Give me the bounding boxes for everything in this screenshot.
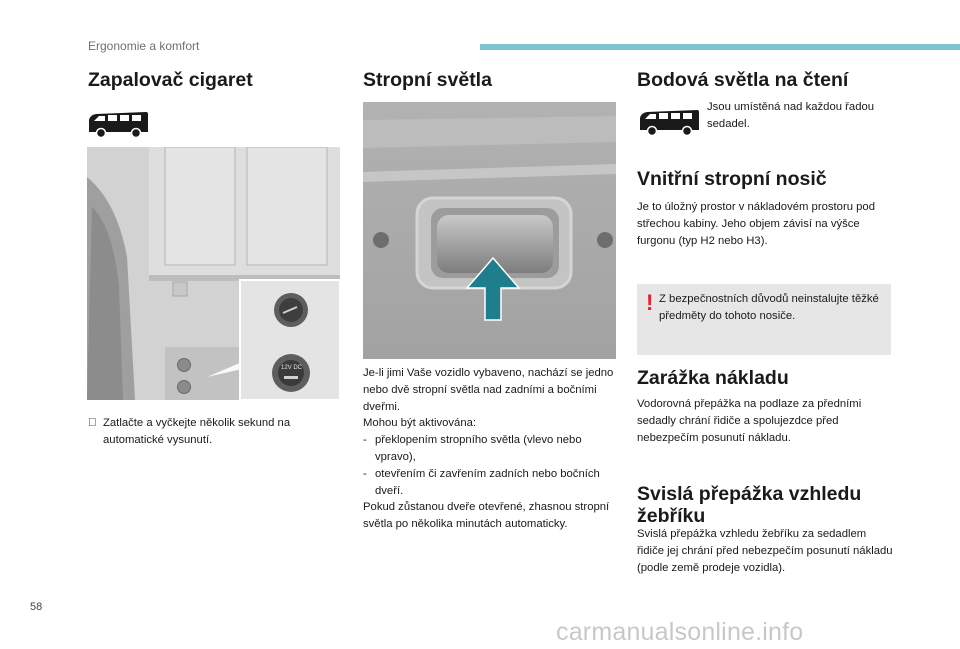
lighter-instruction-text: Zatlačte a vyčkejte několik sekund na automatické vysunutí. bbox=[103, 417, 291, 446]
ceiling-lights-intro: Je-li jimi Vaše vozidlo vybaveno, nachází se jedno nebo dvě stropní světla nad zadními a bočními dveřmi. bbox=[363, 367, 614, 413]
load-stop-text: Vodorovná přepážka na podlaze za předními sedadly chrání řidiče a spolujezdce před nebezpečím posunutí nákladu. bbox=[637, 398, 862, 444]
lighter-instruction bbox=[88, 415, 328, 449]
warning-text: Z bezpečnostních důvodů neinstalujte těžké předměty do tohoto nosiče. bbox=[659, 293, 879, 322]
ceiling-lights-text bbox=[363, 365, 616, 533]
ladder-partition-text: Svislá přepážka vzhledu žebříku za sedadlem řidiče jej chrání před nebezpečím posunutí nákladu (podle země prodeje vozidla). bbox=[637, 528, 893, 574]
watermark: carmanualsonline.info bbox=[556, 618, 804, 646]
roof-rack-text: Je to úložný prostor v nákladovém prostoru pod střechou kabiny. Jeho objem závisí na výšce furgonu (typ H2 nebo H3). bbox=[637, 201, 875, 247]
list-item: - otevřením či zavřením zadních nebo bočních dveří. bbox=[363, 467, 600, 497]
header-accent-bar bbox=[480, 44, 960, 50]
socket-label: 12V DC bbox=[281, 365, 303, 371]
roof-rack-title: Vnitřní stropní nosič bbox=[637, 168, 827, 190]
load-stop-title: Zarážka nákladu bbox=[637, 367, 789, 389]
van-icon bbox=[86, 108, 150, 140]
instruction-arrow-icon bbox=[88, 415, 103, 449]
cigarette-lighter-title: Zapalovač cigaret bbox=[88, 69, 253, 91]
warning-box bbox=[637, 284, 891, 355]
ceiling-lights-title: Stropní světla bbox=[363, 69, 492, 91]
van-icon bbox=[637, 106, 701, 138]
reading-lights-title: Bodová světla na čtení bbox=[637, 69, 849, 91]
ladder-partition-title: Svislá přepážka vzhledu žebříku bbox=[637, 483, 862, 527]
reading-lights-text: Jsou umístěná nad každou řadou sedadel. bbox=[707, 101, 875, 130]
ceiling-lights-outro: Pokud zůstanou dveře otevřené, zhasnou stropní světla po několika minutách automaticky. bbox=[363, 501, 610, 531]
section-label: Ergonomie a komfort bbox=[88, 39, 200, 53]
page-number: 58 bbox=[30, 601, 43, 613]
list-item: - překlopením stropního světla (vlevo nebo vpravo), bbox=[363, 434, 582, 463]
ceiling-lights-activation: Mohou být aktivována: bbox=[363, 417, 477, 430]
warning-icon: ! bbox=[646, 290, 654, 315]
ceiling-light-photo bbox=[363, 102, 616, 359]
cigarette-lighter-photo bbox=[87, 147, 340, 400]
